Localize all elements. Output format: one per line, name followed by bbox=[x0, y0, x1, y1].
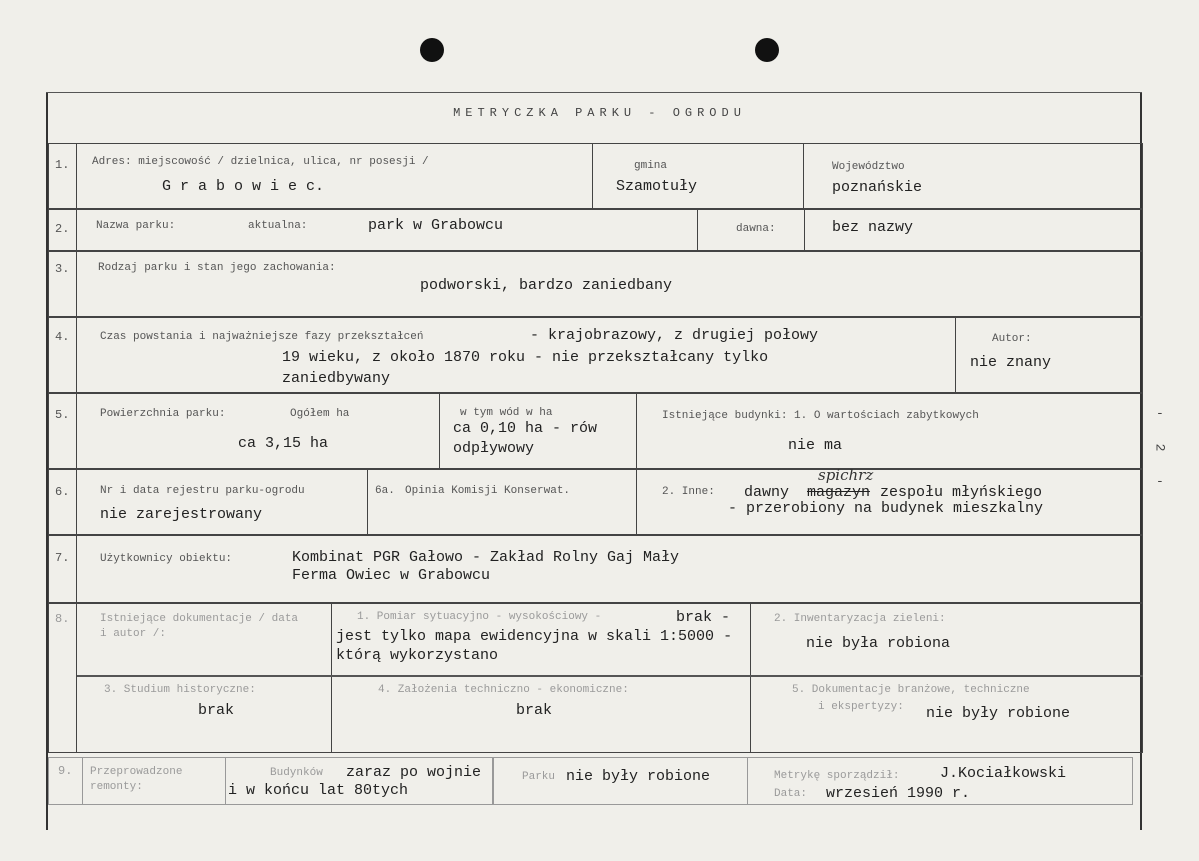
row-4-number-cell bbox=[48, 317, 77, 393]
opinion-label: Opinia Komisji Konserwat. bbox=[405, 485, 571, 497]
register-value: nie zarejestrowany bbox=[100, 506, 263, 523]
creation-phases-line-2: 19 wieku, z około 1870 roku - nie przekształcany tylko bbox=[282, 349, 769, 366]
other-buildings-value-struck: magazyn bbox=[807, 484, 871, 501]
park-repairs-value: nie były robione bbox=[566, 768, 711, 785]
address-value: G r a b o w i e c. bbox=[162, 178, 325, 195]
buildings-repairs-value-line-2: i w końcu lat 80tych bbox=[228, 782, 409, 799]
prepared-by-value: J.Kociałkowski bbox=[940, 765, 1067, 782]
former-name-value: bez nazwy bbox=[832, 219, 914, 236]
gmina-label: gmina bbox=[634, 160, 668, 172]
current-name-value: park w Grabowcu bbox=[368, 217, 504, 234]
area-total-label: Ogółem ha bbox=[290, 408, 350, 420]
creation-phases-label: Czas powstania i najważniejsze fazy przekształceń bbox=[100, 331, 424, 343]
former-name-label: dawna: bbox=[736, 223, 776, 235]
users-label: Użytkownicy obiektu: bbox=[100, 553, 233, 565]
creation-phases-line-3: zaniedbywany bbox=[282, 370, 391, 387]
date-label: Data: bbox=[774, 788, 808, 800]
other-buildings-value-start: dawny bbox=[744, 484, 790, 501]
handwritten-correction: spichrz bbox=[818, 466, 874, 484]
row-7-number: 7. bbox=[55, 551, 70, 565]
creation-phases-line-1: - krajobrazowy, z drugiej połowy bbox=[530, 327, 819, 344]
park-type-value: podworski, bardzo zaniedbany bbox=[420, 277, 673, 294]
row-5-number: 5. bbox=[55, 408, 70, 422]
side-page-number: 2 bbox=[1152, 443, 1168, 452]
row-3-number: 3. bbox=[55, 262, 70, 276]
row-3-number-cell bbox=[48, 251, 77, 317]
row-8-number: 8. bbox=[55, 612, 70, 626]
water-value: ca 0,10 ha - rów odpływowy bbox=[453, 420, 598, 457]
greenery-inventory-label: 2. Inwentaryzacja zieleni: bbox=[774, 613, 946, 625]
author-label: Autor: bbox=[992, 333, 1032, 345]
technical-assumptions-value: brak bbox=[516, 702, 553, 719]
gmina-value: Szamotuły bbox=[616, 178, 698, 195]
row-6-number-cell bbox=[48, 469, 77, 535]
opinion-number: 6a. bbox=[375, 485, 395, 497]
row-7 bbox=[48, 535, 1143, 603]
row-9-number: 9. bbox=[58, 764, 73, 778]
author-value: nie znany bbox=[970, 354, 1052, 371]
row-6-opinion-cell bbox=[367, 469, 637, 535]
top-margin-line bbox=[46, 92, 1142, 93]
other-buildings-value-line-2: - przerobiony na budynek mieszkalny bbox=[728, 500, 1044, 517]
other-buildings-value-end: zespołu młyńskiego bbox=[880, 484, 1043, 501]
row-6-number: 6. bbox=[55, 485, 70, 499]
side-page-mark-bottom: - bbox=[1156, 474, 1164, 489]
repairs-label: Przeprowadzone remonty: bbox=[90, 766, 183, 793]
voivodeship-label: Województwo bbox=[832, 161, 905, 173]
address-label: Adres: miejscowość / dzielnica, ulica, nr posesji / bbox=[92, 156, 429, 168]
users-value-line-2: Ferma Owiec w Grabowcu bbox=[292, 567, 491, 584]
punch-hole-right bbox=[755, 38, 779, 62]
branch-docs-label-line-2: i ekspertyzy: bbox=[818, 701, 904, 713]
park-type-label: Rodzaj parku i stan jego zachowania: bbox=[98, 262, 336, 274]
branch-docs-label-line-1: 5. Dokumentacje branżowe, techniczne bbox=[792, 684, 1030, 696]
water-label: w tym wód w ha bbox=[460, 407, 553, 419]
park-repairs-label: Parku bbox=[522, 771, 556, 783]
historical-study-value: brak bbox=[198, 702, 235, 719]
row-7-number-cell bbox=[48, 535, 77, 603]
other-buildings-label: 2. Inne: bbox=[662, 486, 715, 498]
park-name-label: Nazwa parku: bbox=[96, 220, 176, 232]
voivodeship-value: poznańskie bbox=[832, 179, 923, 196]
row-2-number: 2. bbox=[55, 222, 70, 236]
row-4-number: 4. bbox=[55, 330, 70, 344]
survey-label: 1. Pomiar sytuacyjno - wysokościowy - bbox=[357, 611, 602, 623]
register-label: Nr i data rejestru parku-ogrodu bbox=[100, 485, 305, 497]
technical-assumptions-label: 4. Założenia techniczno - ekonomiczne: bbox=[378, 684, 629, 696]
side-page-mark-top: - bbox=[1156, 406, 1164, 421]
existing-buildings-value: nie ma bbox=[788, 437, 843, 454]
row-8-divider bbox=[77, 675, 1143, 677]
current-name-label: aktualna: bbox=[248, 220, 308, 232]
existing-buildings-label: Istniejące budynki: 1. O wartościach zabytkowych bbox=[662, 410, 979, 422]
documentation-label: Istniejące dokumentacje / data i autor /: bbox=[100, 613, 299, 640]
row-2 bbox=[48, 209, 1143, 251]
area-label: Powierzchnia parku: bbox=[100, 408, 226, 420]
greenery-inventory-value: nie była robiona bbox=[806, 635, 951, 652]
buildings-repairs-label: Budynków bbox=[270, 767, 323, 779]
date-value: wrzesień 1990 r. bbox=[826, 785, 971, 802]
historical-study-label: 3. Studium historyczne: bbox=[104, 684, 256, 696]
buildings-repairs-value-line-1: zaraz po wojnie bbox=[346, 764, 482, 781]
row-1-number: 1. bbox=[55, 158, 70, 172]
row-1-gmina-cell bbox=[592, 143, 804, 209]
form-title: METRYCZKA PARKU - OGRODU bbox=[453, 106, 746, 120]
users-value-line-1: Kombinat PGR Gałowo - Zakład Rolny Gaj Mały bbox=[292, 549, 680, 566]
row-5-number-cell bbox=[48, 393, 77, 469]
row-1-number-cell bbox=[48, 143, 77, 209]
punch-hole-left bbox=[420, 38, 444, 62]
prepared-by-label: Metrykę sporządził: bbox=[774, 770, 900, 782]
survey-value: brak - jest tylko mapa ewidencyjna w skali 1:5000 - którą wykorzystano bbox=[336, 609, 733, 664]
area-value: ca 3,15 ha bbox=[238, 435, 329, 452]
branch-docs-value: nie były robione bbox=[926, 705, 1071, 722]
